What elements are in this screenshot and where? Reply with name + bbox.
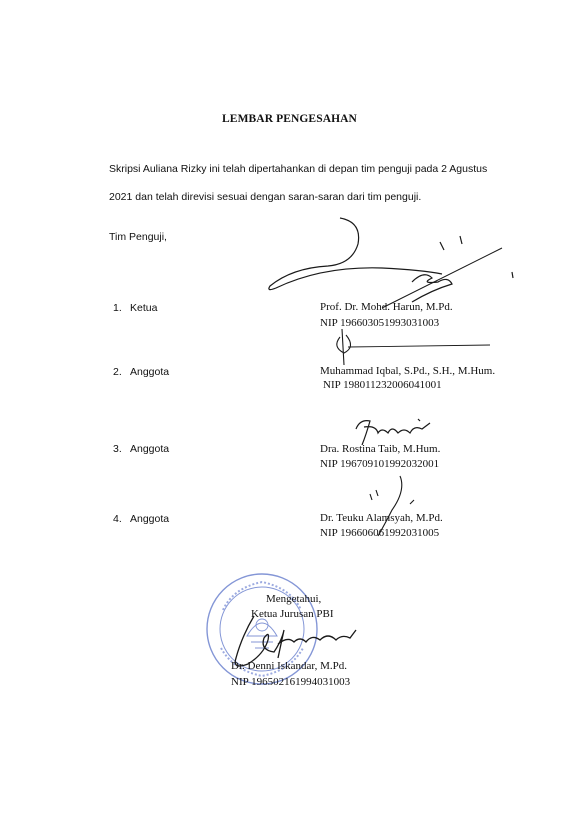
examiner-4-role: Anggota [130, 513, 170, 525]
examiner-2-role: Anggota [130, 366, 170, 378]
acknowledged-label: Mengetahui, [266, 593, 322, 605]
examiner-1-name: Prof. Dr. Mohd. Harun, M.Pd. [320, 301, 453, 313]
examiner-2-nip: NIP 198011232006041001 [323, 379, 442, 391]
intro-line-2: 2021 dan telah direvisi sesuai dengan saran-saran dari tim penguji. [109, 191, 422, 203]
examiner-2-name: Muhammad Iqbal, S.Pd., S.H., M.Hum. [320, 365, 496, 377]
examiner-1-role: Ketua [130, 302, 158, 314]
examiner-4-number: 4. [113, 513, 122, 525]
intro-line-1: Skripsi Auliana Rizky ini telah dipertahankan di depan tim penguji pada 2 Agustus [109, 163, 488, 175]
examiner-3-number: 3. [113, 443, 122, 455]
signature-examiner-2 [330, 325, 530, 375]
examiner-2-number: 2. [113, 366, 122, 378]
panel-label: Tim Penguji, [109, 231, 167, 243]
signature-examiner-1 [262, 212, 532, 322]
department-head-nip: NIP 196502161994031003 [231, 676, 351, 688]
examiner-3-role: Anggota [130, 443, 170, 455]
signature-examiner-4 [356, 470, 426, 540]
page-title: LEMBAR PENGESAHAN [222, 113, 357, 125]
signature-department-head [224, 610, 364, 672]
examiner-4-name: Dr. Teuku Alamsyah, M.Pd. [320, 512, 443, 524]
department-head-name: Dr. Denni Iskandar, M.Pd. [231, 660, 347, 672]
signature-examiner-3 [352, 415, 442, 449]
department-head-position: Ketua Jurusan PBI [251, 608, 334, 620]
examiner-1-number: 1. [113, 302, 122, 314]
examiner-4-nip: NIP 196606061992031005 [320, 527, 440, 539]
examiner-3-name: Dra. Rostina Taib, M.Hum. [320, 443, 441, 455]
examiner-1-nip: NIP 196603051993031003 [320, 317, 440, 329]
examiner-3-nip: NIP 196709101992032001 [320, 458, 440, 470]
